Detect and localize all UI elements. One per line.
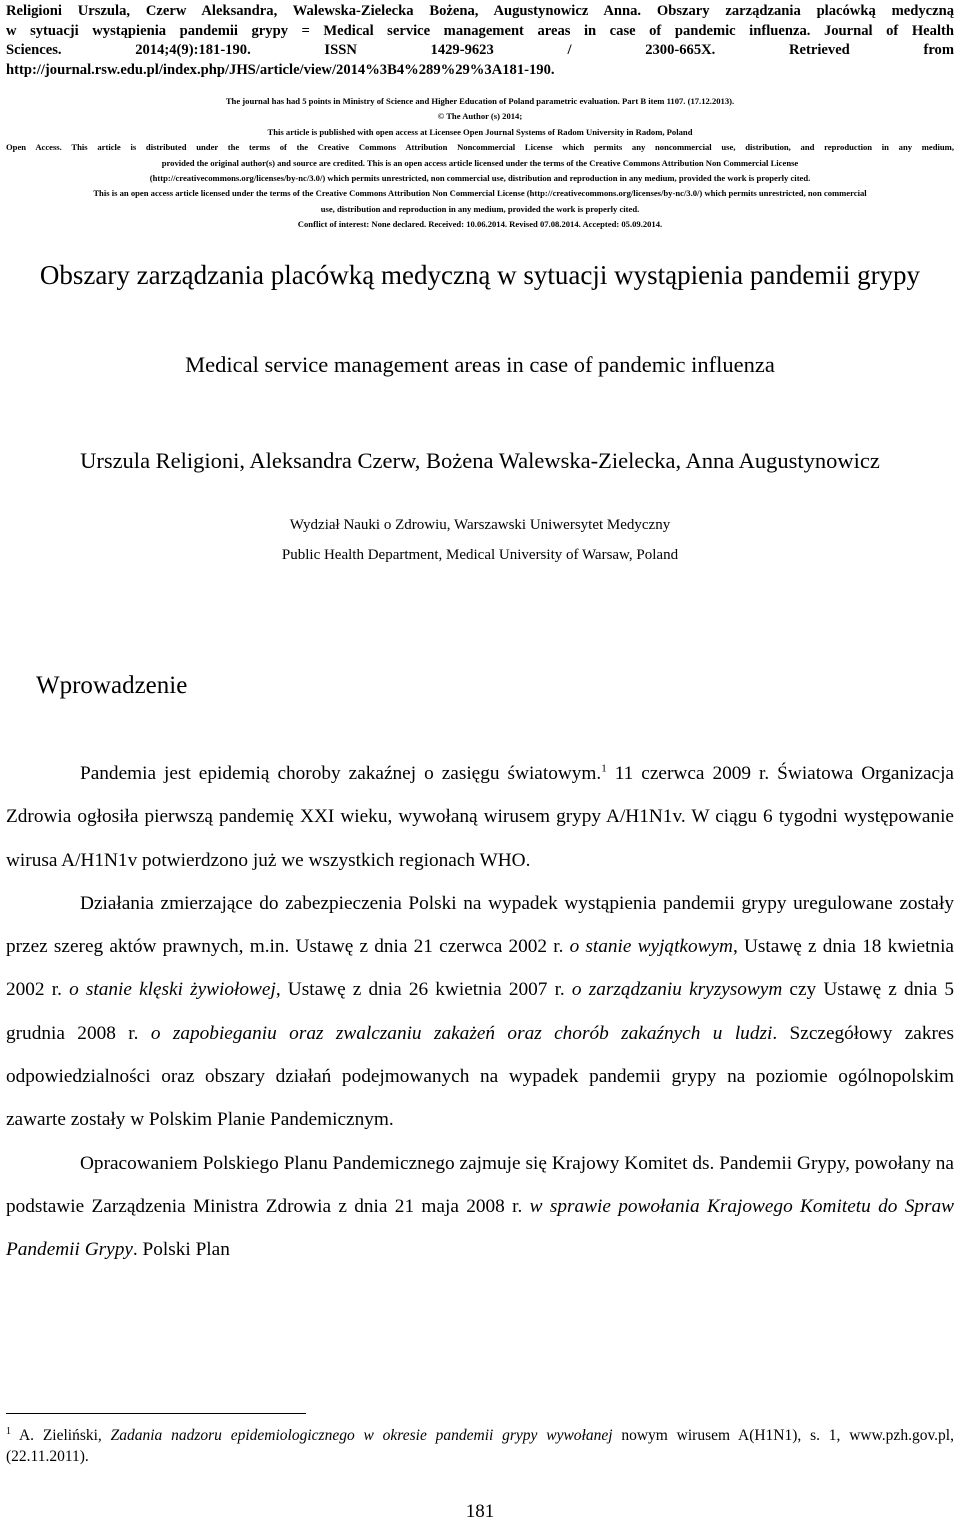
title-english: Medical service management areas in case of pandemic influenza bbox=[185, 352, 775, 377]
paragraph-2-text-e: . Szczegółowy zakres odpowiedzialności oraz obszary działań podejmowanych na wypadek pandemii grypy na poziomie ogólnopolskim zawarte zostały w Polskim Planie Pandemicznym. bbox=[6, 1022, 954, 1131]
open-access-line-1: Open Access. This article is distributed under the terms of the Creative Commons Attribution Noncommercial License which permits any noncommercial use, distribution, and reproduction in any medium, bbox=[6, 142, 954, 153]
footnote-separator bbox=[6, 1413, 306, 1414]
paragraph-2-text-d: czy Ustawę z dnia 5 grudnia 2008 r. bbox=[6, 979, 955, 1044]
paragraph-1-text-b: 11 czerwca 2009 r. Światowa Organizacja Zdrowia ogłosiła pierwszą pandemię XXI wieku, wywołaną wirusem grypy A/H1N1v. W ciągu 6 tygodni występowanie wirusa A/H1N1v potwierdzono już we wszystkich regionach WHO. bbox=[6, 763, 954, 871]
body-text bbox=[6, 752, 954, 1272]
citation-line-1: Religioni Urszula, Czerw Aleksandra, Walewska-Zielecka Bożena, Augustynowicz Anna. Obszary zarządzania placówką medyczną bbox=[6, 3, 954, 19]
citation-line-2: w sytuacji wystąpienia pandemii grypy = Medical service management areas in case of pandemic influenza. Journal of Health bbox=[6, 22, 954, 39]
paragraph-2 bbox=[6, 882, 954, 1142]
footnote-text-a: A. Zieliński, bbox=[11, 1427, 111, 1444]
publication-statement: This article is published with open access at Licensee Open Journal Systems of Radom University in Radom, Poland bbox=[267, 126, 693, 137]
page-number: 181 bbox=[465, 1501, 495, 1522]
journal-metadata bbox=[6, 94, 954, 233]
footnote-number: 1 bbox=[6, 1425, 11, 1437]
citation-block bbox=[6, 2, 954, 80]
license-line-2: use, distribution and reproduction in any medium, provided the work is properly cited. bbox=[320, 203, 640, 214]
paragraph-1 bbox=[6, 752, 954, 882]
law-title-4: o zapobieganiu oraz zwalczaniu zakażeń oraz chorób zakaźnych u ludzi bbox=[150, 1022, 773, 1044]
law-title-3: o zarządzaniu kryzysowym bbox=[571, 979, 783, 1001]
license-line-1: This is an open access article licensed under the terms of the Creative Commons Attribution Non Commercial License (http://creativecommons.org/licenses/by-nc/3.0/) which permits unrestricted, non commercial bbox=[93, 188, 867, 199]
law-title-1: o stanie wyjątkowym bbox=[569, 936, 733, 958]
citation-url[interactable]: http://journal.rsw.edu.pl/index.php/JHS/article/view/2014%3B4%289%29%3A181-190. bbox=[6, 61, 555, 78]
open-access-line-3: (http://creativecommons.org/licenses/by-nc/3.0/) which permits unrestricted, non commercial use, distribution and reproduction in any medium, provided the work is properly cited. bbox=[149, 173, 811, 184]
footnote-text-b: nowym wirusem A(H1N1), s. 1, www.pzh.gov.pl, (22.11.2011). bbox=[6, 1427, 954, 1465]
section-heading: Wprowadzenie bbox=[36, 672, 188, 699]
law-title-2: o stanie klęski żywiołowej bbox=[69, 979, 276, 1001]
footnote-title: Zadania nadzoru epidemiologicznego w okresie pandemii grypy wywołanej bbox=[110, 1427, 613, 1444]
regulation-title: w sprawie powołania Krajowego Komitetu do Spraw Pandemii Grypy bbox=[6, 1195, 954, 1261]
footnote-1 bbox=[6, 1425, 954, 1467]
conflict-statement: Conflict of interest: None declared. Received: 10.06.2014. Revised 07.08.2014. Accepted: 05.09.2014. bbox=[297, 219, 663, 230]
points-statement: The journal has had 5 points in Ministry of Science and Higher Education of Poland parametric evaluation. Part B item 1107. (17.12.2013). bbox=[225, 96, 735, 106]
open-access-line-2: provided the original author(s) and source are credited. This is an open access article licensed under the terms of the Creative Commons Attribution Non Commercial License bbox=[161, 157, 799, 168]
paragraph-3 bbox=[6, 1142, 954, 1272]
paragraph-3-text-a: Opracowaniem Polskiego Planu Pandemicznego zajmuje się Krajowy Komitet ds. Pandemii Grypy, powołany na podstawie Zarządzenia Ministra Zdrowia z dnia 21 maja 2008 r. bbox=[6, 1152, 954, 1217]
copyright-statement: © The Author (s) 2014; bbox=[437, 111, 523, 122]
paragraph-1-text-a: Pandemia jest epidemią choroby zakaźnej o zasięgu światowym. bbox=[80, 763, 602, 784]
author-list: Urszula Religioni, Aleksandra Czerw, Bożena Walewska-Zielecka, Anna Augustynowicz bbox=[80, 448, 880, 473]
paragraph-3-text-b: . Polski Plan bbox=[132, 1239, 230, 1261]
paragraph-2-text-b: , Ustawę z dnia 18 kwietnia 2002 r. bbox=[6, 936, 954, 1001]
title-polish: Obszary zarządzania placówką medyczną w sytuacji wystąpienia pandemii grypy bbox=[39, 260, 921, 290]
footnote-ref-1[interactable]: 1 bbox=[601, 762, 607, 775]
paragraph-2-text-c: , Ustawę z dnia 26 kwietnia 2007 r. bbox=[275, 979, 572, 1001]
affiliation-english: Public Health Department, Medical University of Warsaw, Poland bbox=[281, 547, 679, 563]
citation-line-3: Sciences. 2014;4(9):181-190. ISSN 1429-9623 / 2300-665X. Retrieved from bbox=[6, 42, 954, 58]
paragraph-2-text-a: Działania zmierzające do zabezpieczenia Polski na wypadek wystąpienia pandemii grypy uregulowane zostały przez szereg aktów prawnych, m.in. Ustawę z dnia 21 czerwca 2002 r. bbox=[6, 892, 954, 958]
affiliation-polish: Wydział Nauki o Zdrowiu, Warszawski Uniwersytet Medyczny bbox=[289, 517, 671, 533]
